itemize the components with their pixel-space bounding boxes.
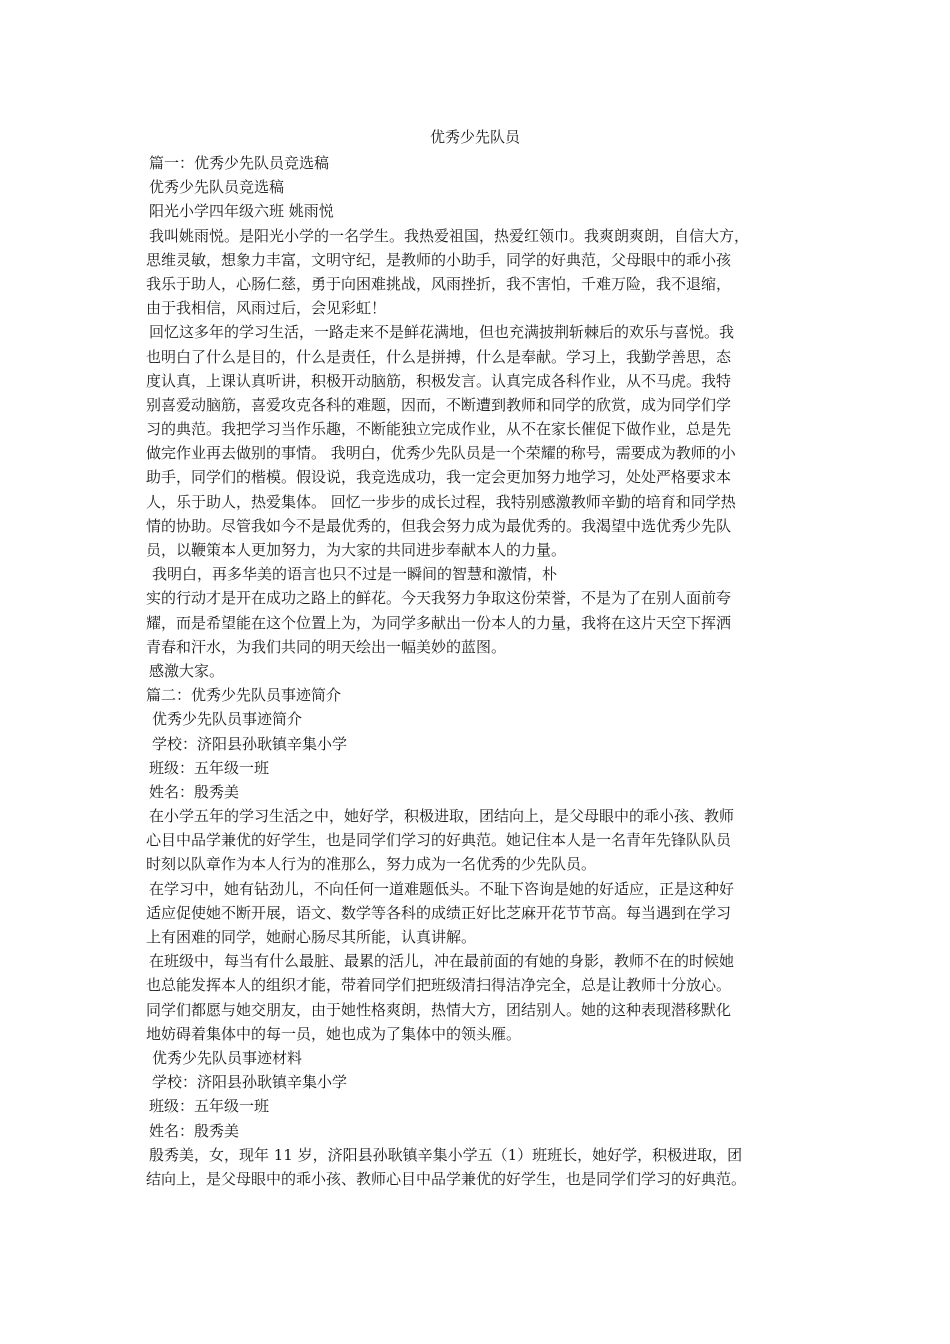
text-line: 阳光小学四年级六班 姚雨悦	[149, 202, 334, 221]
text-line: 姓名：殷秀美	[149, 1121, 240, 1140]
text-line: 习的典范。我把学习当作乐趣，不断能独立完成作业，从不在家长催促下做作业，总是先	[146, 420, 732, 439]
text-line: 班级：五年级一班	[149, 1097, 270, 1116]
document-title: 优秀少先队员	[429, 128, 520, 146]
text-line: 由于我相信，风雨过后，会见彩虹！	[146, 299, 387, 318]
text-line: 地妨碍着集体中的每一员，她也成为了集体中的领头雁。	[146, 1024, 522, 1043]
text-line: 殷秀美，女，现年 11 岁，济阳县孙耿镇辛集小学五（1）班班长，她好学，积极进取，团	[149, 1145, 743, 1164]
text-line: 在小学五年的学习生活之中，她好学，积极进取，团结向上，是父母眼中的乖小孩、教师	[149, 807, 735, 826]
text-line: 人，乐于助人，热爱集体。 回忆一步步的成长过程，我特别感激教师辛勤的培育和同学热	[146, 492, 736, 511]
text-line: 优秀少先队员事迹材料	[152, 1048, 303, 1067]
text-line: 员，以鞭策本人更加努力，为大家的共同进步奉献本人的力量。	[146, 541, 567, 559]
text-line: 青春和汗水，为我们共同的明天绘出一幅美妙的蓝图。	[146, 637, 507, 656]
text-line: 篇二：优秀少先队员事迹简介	[146, 686, 342, 705]
text-line: 优秀少先队员竞选稿	[149, 178, 285, 197]
text-line: 篇一：优秀少先队员竞选稿	[149, 154, 330, 172]
text-line: 做完作业再去做别的事情。 我明白，优秀少先队员是一个荣耀的称号，需要成为教师的小	[146, 444, 736, 463]
text-line: 班级：五年级一班	[149, 758, 270, 777]
text-line: 优秀少先队员事迹简介	[152, 710, 303, 729]
text-line: 耀，而是希望能在这个位置上为，为同学多献出一份本人的力量，我将在这片天空下挥洒	[146, 613, 732, 632]
text-line: 情的协助。尽管我如今不是最优秀的，但我会努力成为最优秀的。我渴望中选优秀少先队	[146, 516, 732, 535]
text-line: 感激大家。	[149, 661, 225, 680]
text-line: 结向上，是父母眼中的乖小孩、教师心目中品学兼优的好学生，也是同学们学习的好典范。	[146, 1169, 747, 1188]
text-line: 在学习中，她有钻劲儿，不向任何一道难题低头。不耻下咨询是她的好适应，正是这种好	[149, 879, 735, 898]
text-line: 学校：济阳县孙耿镇辛集小学	[152, 1073, 348, 1092]
text-line: 也总能发挥本人的组织才能，带着同学们把班级清扫得洁净完全，总是让教师十分放心。	[146, 976, 732, 995]
text-line: 心目中品学兼优的好学生，也是同学们学习的好典范。她记住本人是一名青年先锋队队员	[146, 831, 732, 850]
text-line: 实的行动才是开在成功之路上的鲜花。今天我努力争取这份荣誉，不是为了在别人面前夸	[146, 589, 732, 608]
text-line: 在班级中，每当有什么最脏、最累的活儿，冲在最前面的有她的身影，教师不在的时候她	[149, 952, 735, 971]
text-line: 思维灵敏，想象力丰富，文明守纪，是教师的小助手，同学的好典范，父母眼中的乖小孩	[146, 250, 732, 269]
text-line: 我明白，再多华美的语言也只不过是一瞬间的智慧和激情，朴	[152, 565, 558, 584]
text-line: 别喜爱动脑筋，喜爱攻克各科的难题，因而，不断遭到教师和同学的欣赏，成为同学们学	[146, 395, 732, 414]
text-line: 助手，同学们的楷模。假设说，我竞选成功，我一定会更加努力地学习，处处严格要求本	[146, 468, 732, 487]
text-line: 适应促使她不断开展，语文、数学等各科的成绩正好比芝麻开花节节高。每当遇到在学习	[146, 903, 732, 922]
text-line: 度认真，上课认真听讲，积极开动脑筋，积极发言。认真完成各科作业，从不马虎。我特	[146, 371, 732, 390]
text-line: 上有困难的同学，她耐心肠尽其所能，认真讲解。	[146, 928, 477, 946]
text-line: 同学们都愿与她交朋友，由于她性格爽朗，热情大方，团结别人。她的这种表现潜移默化	[146, 1000, 732, 1019]
text-line: 学校：济阳县孙耿镇辛集小学	[152, 734, 348, 753]
text-line: 我叫姚雨悦。是阳光小学的一名学生。我热爱祖国，热爱红领巾。我爽朗爽朗，自信大方，	[149, 226, 750, 245]
text-line: 回忆这多年的学习生活，一路走来不是鲜花满地，但也充满披荆斩棘后的欢乐与喜悦。我	[149, 323, 735, 342]
text-line: 姓名：殷秀美	[149, 782, 240, 801]
document-body	[146, 151, 818, 1191]
text-line: 我乐于助人，心肠仁慈，勇于向困难挑战，风雨挫折，我不害怕，千难万险，我不退缩，	[146, 274, 732, 293]
text-line: 也明白了什么是目的，什么是责任，什么是拼搏，什么是奉献。学习上，我勤学善思，态	[146, 347, 732, 366]
text-line: 时刻以队章作为本人行为的准那么，努力成为一名优秀的少先队员。	[146, 855, 597, 874]
